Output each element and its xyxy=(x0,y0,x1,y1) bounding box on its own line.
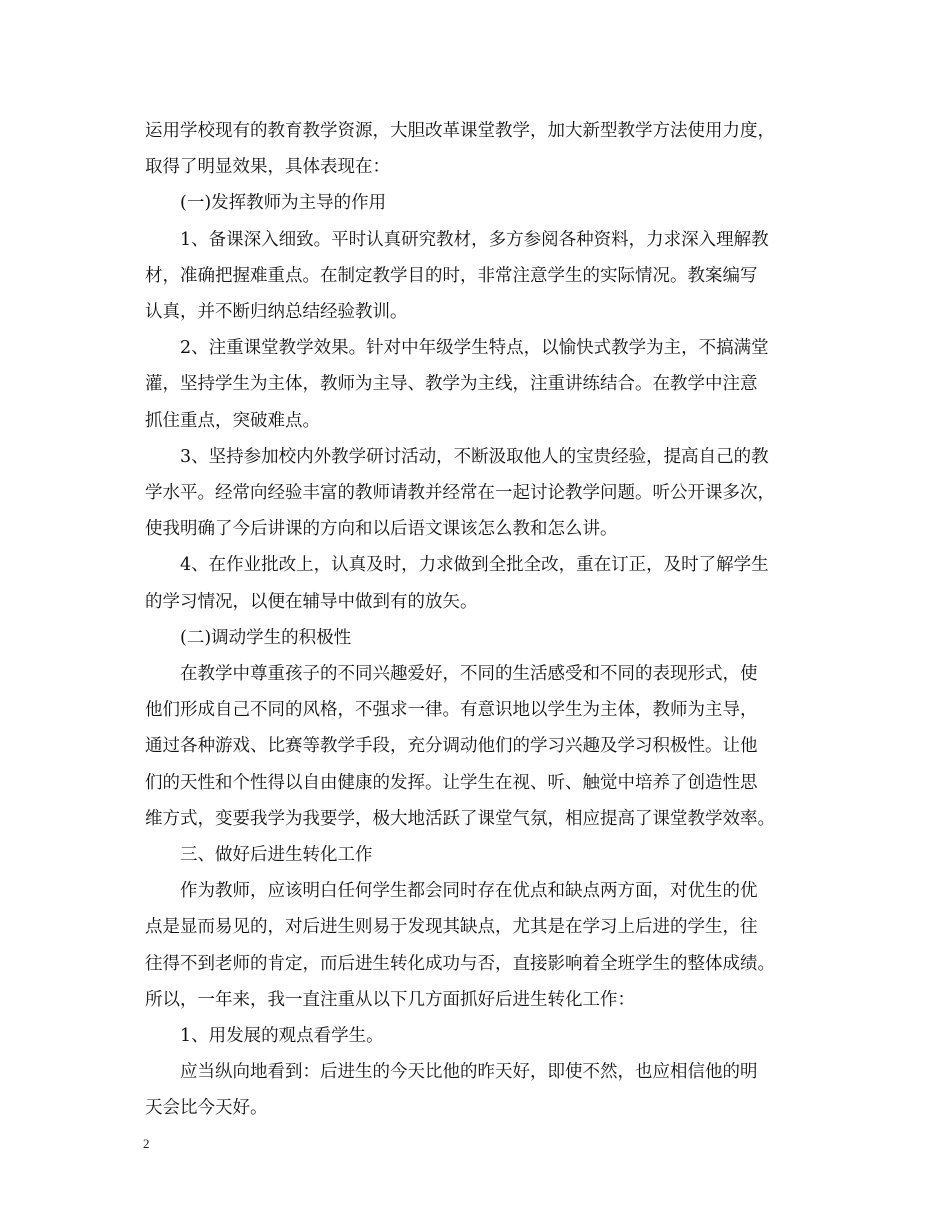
paragraph xyxy=(145,439,809,548)
text-line: 点是显而易见的，对后进生则易于发现其缺点，尤其是在学习上后进的学生，往 xyxy=(145,917,758,938)
text-line: 材，准确把握难重点。在制定教学目的时，非常注意学生的实际情况。教案编写 xyxy=(145,265,758,286)
text-line: 三、做好后进生转化工作 xyxy=(180,845,373,866)
paragraph xyxy=(145,1054,809,1126)
paragraph xyxy=(145,656,809,837)
text-line: 1、用发展的观点看学生。 xyxy=(180,1026,384,1047)
text-line: 使我明确了今后讲课的方向和以后语文课该怎么教和怎么讲。 xyxy=(145,519,618,540)
page-number: 2 xyxy=(143,1136,150,1151)
text-line: 1、备课深入细致。平时认真研究教材，多方参阅各种资料，力求深入理解教 xyxy=(180,229,769,250)
paragraph xyxy=(145,873,809,1018)
text-line: 作为教师，应该明白任何学生都会同时存在优点和缺点两方面，对优生的优 xyxy=(180,881,758,902)
text-line: 往得不到老师的肯定，而后进生转化成功与否，直接影响着全班学生的整体成绩。 xyxy=(145,953,775,974)
paragraph xyxy=(145,1018,809,1054)
text-line: 抓住重点，突破难点。 xyxy=(145,410,320,431)
document-body xyxy=(145,113,809,1127)
text-line: 维方式，变要我学为我要学，极大地活跃了课堂气氛，相应提高了课堂教学效率。 xyxy=(145,808,775,829)
text-line: 所以，一年来，我一直注重从以下几方面抓好后进生转化工作： xyxy=(145,989,635,1010)
paragraph xyxy=(145,113,809,185)
paragraph xyxy=(145,547,809,619)
paragraph xyxy=(145,837,809,873)
text-line: 4、在作业批改上，认真及时，力求做到全批全改，重在订正，及时了解学生 xyxy=(180,555,769,576)
paragraph xyxy=(145,330,809,439)
text-line: 认真，并不断归纳总结经验教训。 xyxy=(145,302,408,323)
paragraph xyxy=(145,185,809,221)
text-line: 们的天性和个性得以自由健康的发挥。让学生在视、听、触觉中培养了创造性思 xyxy=(145,772,758,793)
text-line: 灌，坚持学生为主体，教师为主导、教学为主线，注重讲练结合。在教学中注意 xyxy=(145,374,758,395)
paragraph xyxy=(145,620,809,656)
text-line: 3、坚持参加校内外教学研讨活动，不断汲取他人的宝贵经验，提高自己的教 xyxy=(180,446,769,467)
text-line: 他们形成自己不同的风格，不强求一律。有意识地以学生为主体，教师为主导， xyxy=(145,700,758,721)
text-line: 运用学校现有的教育教学资源，大胆改革课堂教学，加大新型教学方法使用力度， xyxy=(145,121,775,141)
text-line: (二)调动学生的积极性 xyxy=(180,627,352,648)
text-line: 的学习情况，以便在辅导中做到有的放矢。 xyxy=(145,591,478,612)
paragraph xyxy=(145,222,809,331)
text-line: 通过各种游戏、比赛等教学手段，充分调动他们的学习兴趣及学习积极性。让他 xyxy=(145,736,758,757)
text-line: 学水平。经常向经验丰富的教师请教并经常在一起讨论教学问题。听公开课多次， xyxy=(145,483,775,504)
text-line: 取得了明显效果，具体表现在： xyxy=(145,157,390,178)
text-line: 天会比今天好。 xyxy=(145,1098,268,1119)
text-line: (一)发挥教师为主导的作用 xyxy=(180,193,387,214)
text-line: 2、注重课堂教学效果。针对中年级学生特点，以愉快式教学为主，不搞满堂 xyxy=(180,338,769,359)
text-line: 在教学中尊重孩子的不同兴趣爱好，不同的生活感受和不同的表现形式，使 xyxy=(180,664,758,685)
text-line: 应当纵向地看到：后进生的今天比他的昨天好，即使不然，也应相信他的明 xyxy=(180,1062,758,1083)
